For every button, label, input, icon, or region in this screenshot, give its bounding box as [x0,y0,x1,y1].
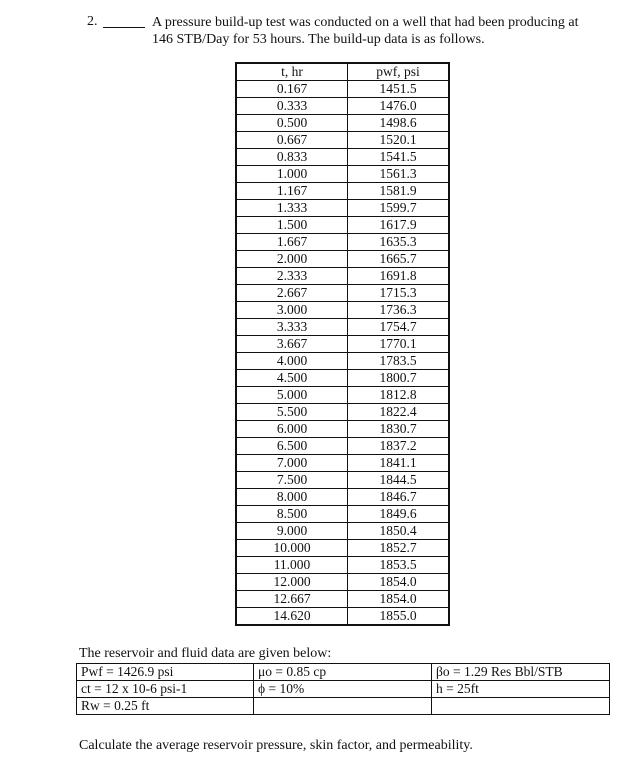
property-cell: ϕ = 10% [254,681,432,698]
pressure-cell: 1849.6 [348,506,450,523]
property-cell: βo = 1.29 Res Bbl/STB [432,664,610,681]
table-row [236,251,449,268]
time-cell: 2.667 [236,285,348,302]
pressure-cell: 1599.7 [348,200,450,217]
time-cell: 9.000 [236,523,348,540]
property-cell: ct = 12 x 10-6 psi-1 [77,681,254,698]
properties-row [77,681,610,698]
table-row [236,302,449,319]
pressure-cell: 1476.0 [348,98,450,115]
property-cell: h = 25ft [432,681,610,698]
properties-row [77,698,610,715]
table-row [236,319,449,336]
table-row [236,438,449,455]
time-cell: 6.500 [236,438,348,455]
table-row [236,557,449,574]
table-row [236,285,449,302]
time-cell: 14.620 [236,608,348,626]
table-row [236,455,449,472]
pressure-cell: 1581.9 [348,183,450,200]
table-row [236,608,449,626]
pressure-cell: 1691.8 [348,268,450,285]
time-cell: 3.000 [236,302,348,319]
table-row [236,149,449,166]
table-row [236,166,449,183]
time-cell: 4.000 [236,353,348,370]
pressure-cell: 1844.5 [348,472,450,489]
time-cell: 8.500 [236,506,348,523]
table-row [236,421,449,438]
time-cell: 1.500 [236,217,348,234]
table-row [236,234,449,251]
time-cell: 11.000 [236,557,348,574]
table-row [236,591,449,608]
pressure-cell: 1783.5 [348,353,450,370]
property-cell [432,698,610,715]
question-text-line-2: 146 STB/Day for 53 hours. The build-up data is as follows. [152,32,485,47]
table-row [236,132,449,149]
table-row [236,489,449,506]
pressure-cell: 1736.3 [348,302,450,319]
time-cell: 2.000 [236,251,348,268]
table-row [236,336,449,353]
pressure-cell: 1451.5 [348,81,450,98]
pressure-cell: 1854.0 [348,574,450,591]
table-row [236,523,449,540]
time-cell: 4.500 [236,370,348,387]
time-cell: 1.667 [236,234,348,251]
table-row [236,217,449,234]
time-cell: 1.167 [236,183,348,200]
pressure-cell: 1854.0 [348,591,450,608]
time-cell: 0.833 [236,149,348,166]
pressure-cell: 1846.7 [348,489,450,506]
property-cell: Rw = 0.25 ft [77,698,254,715]
time-cell: 5.500 [236,404,348,421]
pressure-cell: 1850.4 [348,523,450,540]
buildup-data-table [235,62,450,626]
pressure-cell: 1541.5 [348,149,450,166]
pressure-cell: 1498.6 [348,115,450,132]
table-header-row [236,63,449,81]
time-cell: 1.333 [236,200,348,217]
pressure-cell: 1830.7 [348,421,450,438]
table-row [236,268,449,285]
time-cell: 10.000 [236,540,348,557]
time-cell: 0.333 [236,98,348,115]
header-time: t, hr [236,63,348,81]
table-row [236,370,449,387]
pressure-cell: 1635.3 [348,234,450,251]
time-cell: 1.000 [236,166,348,183]
table-row [236,540,449,557]
pressure-cell: 1822.4 [348,404,450,421]
properties-intro: The reservoir and fluid data are given below: [79,646,332,661]
time-cell: 5.000 [236,387,348,404]
time-cell: 0.167 [236,81,348,98]
time-cell: 3.333 [236,319,348,336]
time-cell: 3.667 [236,336,348,353]
question-text [152,14,622,48]
pressure-cell: 1520.1 [348,132,450,149]
time-cell: 12.000 [236,574,348,591]
time-cell: 0.500 [236,115,348,132]
pressure-cell: 1853.5 [348,557,450,574]
table-row [236,506,449,523]
table-row [236,115,449,132]
task-instruction: Calculate the average reservoir pressure, skin factor, and permeability. [79,738,473,753]
header-pressure: pwf, psi [348,63,450,81]
table-row [236,183,449,200]
table-row [236,387,449,404]
property-cell: μo = 0.85 cp [254,664,432,681]
table-row [236,98,449,115]
property-cell: Pwf = 1426.9 psi [77,664,254,681]
question-number: 2. [87,14,98,29]
time-cell: 8.000 [236,489,348,506]
table-row [236,81,449,98]
time-cell: 7.000 [236,455,348,472]
table-row [236,574,449,591]
pressure-cell: 1800.7 [348,370,450,387]
reservoir-properties-table [76,663,610,715]
time-cell: 2.333 [236,268,348,285]
pressure-cell: 1754.7 [348,319,450,336]
pressure-cell: 1837.2 [348,438,450,455]
pressure-cell: 1812.8 [348,387,450,404]
time-cell: 0.667 [236,132,348,149]
property-cell [254,698,432,715]
answer-blank-line [103,27,145,28]
pressure-cell: 1665.7 [348,251,450,268]
time-cell: 7.500 [236,472,348,489]
time-cell: 6.000 [236,421,348,438]
table-row [236,200,449,217]
table-row [236,404,449,421]
pressure-cell: 1852.7 [348,540,450,557]
properties-table-body [77,664,610,715]
table-row [236,472,449,489]
pressure-cell: 1617.9 [348,217,450,234]
buildup-table-body [236,81,449,626]
table-row [236,353,449,370]
pressure-cell: 1715.3 [348,285,450,302]
properties-row [77,664,610,681]
pressure-cell: 1770.1 [348,336,450,353]
question-text-line-1: A pressure build-up test was conducted on a well that had been producing at [152,15,579,30]
pressure-cell: 1855.0 [348,608,450,626]
time-cell: 12.667 [236,591,348,608]
pressure-cell: 1841.1 [348,455,450,472]
pressure-cell: 1561.3 [348,166,450,183]
